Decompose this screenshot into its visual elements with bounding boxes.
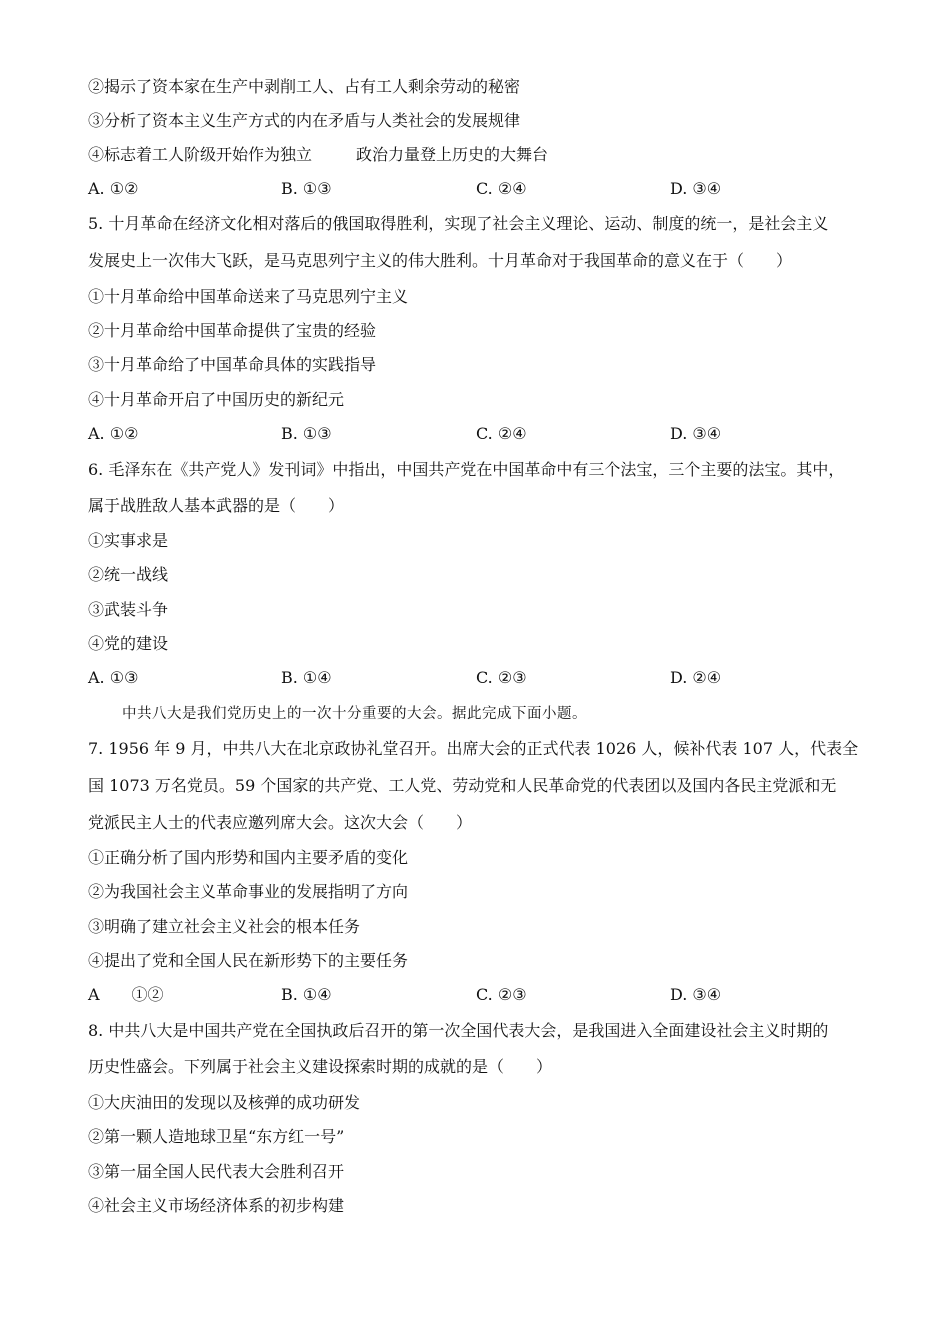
q5-stem-line-2: 发展史上一次伟大飞跃，是马克思列宁主义的伟大胜利。十月革命对于我国革命的意义在于（ ） <box>88 251 793 270</box>
q6-stem-line-1: 6. 毛泽东在《共产党人》发刊词》中指出，中国共产党在中国革命中有三个法宝，三个主要的法宝。其中， <box>88 460 845 479</box>
q5-item-4: ④十月革命开启了中国历史的新纪元 <box>88 390 345 409</box>
q5-stem-line-1: 5. 十月革命在经济文化相对落后的俄国取得胜利，实现了社会主义理论、运动、制度的统一，是社会主义 <box>88 214 829 233</box>
q6-item-2: ②统一战线 <box>88 565 169 584</box>
q7-option-c[interactable]: C. ②③ <box>476 985 527 1004</box>
q8-stem-line-1: 8. 中共八大是中国共产党在全国执政后召开的第一次全国代表大会，是我国进入全面建设社会主义时期的 <box>88 1021 829 1040</box>
q8-item-2: ②第一颗人造地球卫星“东方红一号” <box>88 1127 345 1146</box>
q4-item-3: ③分析了资本主义生产方式的内在矛盾与人类社会的发展规律 <box>88 111 521 130</box>
q4-option-d[interactable]: D. ③④ <box>670 179 722 198</box>
q6-option-d[interactable]: D. ②④ <box>670 668 722 687</box>
q5-item-2: ②十月革命给中国革命提供了宝贵的经验 <box>88 321 377 340</box>
q6-option-c[interactable]: C. ②③ <box>476 668 527 687</box>
q5-options <box>88 424 888 444</box>
q6-item-4: ④党的建设 <box>88 634 169 653</box>
q7-options <box>88 985 888 1005</box>
q7-option-b[interactable]: B. ①④ <box>281 985 332 1004</box>
q5-option-a[interactable]: A. ①② <box>88 424 139 443</box>
q4-item-2: ②揭示了资本家在生产中剥削工人、占有工人剩余劳动的秘密 <box>88 77 521 96</box>
q8-item-1: ①大庆油田的发现以及核弹的成功研发 <box>88 1093 361 1112</box>
q7-item-1: ①正确分析了国内形势和国内主要矛盾的变化 <box>88 848 409 867</box>
q4-options <box>88 179 888 199</box>
q8-stem-line-2: 历史性盛会。下列属于社会主义建设探索时期的成就的是（ ） <box>88 1057 553 1076</box>
q7-item-2: ②为我国社会主义革命事业的发展指明了方向 <box>88 882 409 901</box>
q8-item-3: ③第一届全国人民代表大会胜利召开 <box>88 1162 345 1181</box>
q4-option-a[interactable]: A. ①② <box>88 179 139 198</box>
q5-item-1: ①十月革命给中国革命送来了马克思列宁主义 <box>88 287 409 306</box>
q4-item-4 <box>88 145 548 165</box>
q4-item-4-part2: 政治力量登上历史的大舞台 <box>356 145 549 164</box>
q7-stem-line-1: 7. 1956 年 9 月，中共八大在北京政协礼堂召开。出席大会的正式代表 1026 人，候补代表 107 人，代表全 <box>88 739 859 758</box>
group-intro: 中共八大是我们党历史上的一次十分重要的大会。据此完成下面小题。 <box>122 706 587 722</box>
q7-stem-line-2: 国 1073 万名党员。59 个国家的共产党、工人党、劳动党和人民革命党的代表团以及国内各民主党派和无 <box>88 776 837 795</box>
q4-option-b[interactable]: B. ①③ <box>281 179 332 198</box>
q6-options <box>88 668 888 688</box>
q6-option-a[interactable]: A. ①③ <box>88 668 139 687</box>
q7-option-a[interactable]: A ①② <box>88 985 164 1004</box>
q6-option-b[interactable]: B. ①④ <box>281 668 332 687</box>
q5-option-d[interactable]: D. ③④ <box>670 424 722 443</box>
q6-item-3: ③武装斗争 <box>88 600 169 619</box>
q5-item-3: ③十月革命给了中国革命具体的实践指导 <box>88 355 377 374</box>
q6-item-1: ①实事求是 <box>88 531 169 550</box>
q4-option-c[interactable]: C. ②④ <box>476 179 527 198</box>
q5-option-b[interactable]: B. ①③ <box>281 424 332 443</box>
q7-stem-line-3: 党派民主人士的代表应邀列席大会。这次大会（ ） <box>88 813 473 832</box>
q6-stem-line-2: 属于战胜敌人基本武器的是（ ） <box>88 496 345 515</box>
q7-item-4: ④提出了党和全国人民在新形势下的主要任务 <box>88 951 409 970</box>
q7-item-3: ③明确了建立社会主义社会的根本任务 <box>88 917 361 936</box>
q4-item-4-part1: ④标志着工人阶级开始作为独立 <box>88 145 313 164</box>
q5-option-c[interactable]: C. ②④ <box>476 424 527 443</box>
q7-option-d[interactable]: D. ③④ <box>670 985 722 1004</box>
q8-item-4: ④社会主义市场经济体系的初步构建 <box>88 1196 345 1215</box>
